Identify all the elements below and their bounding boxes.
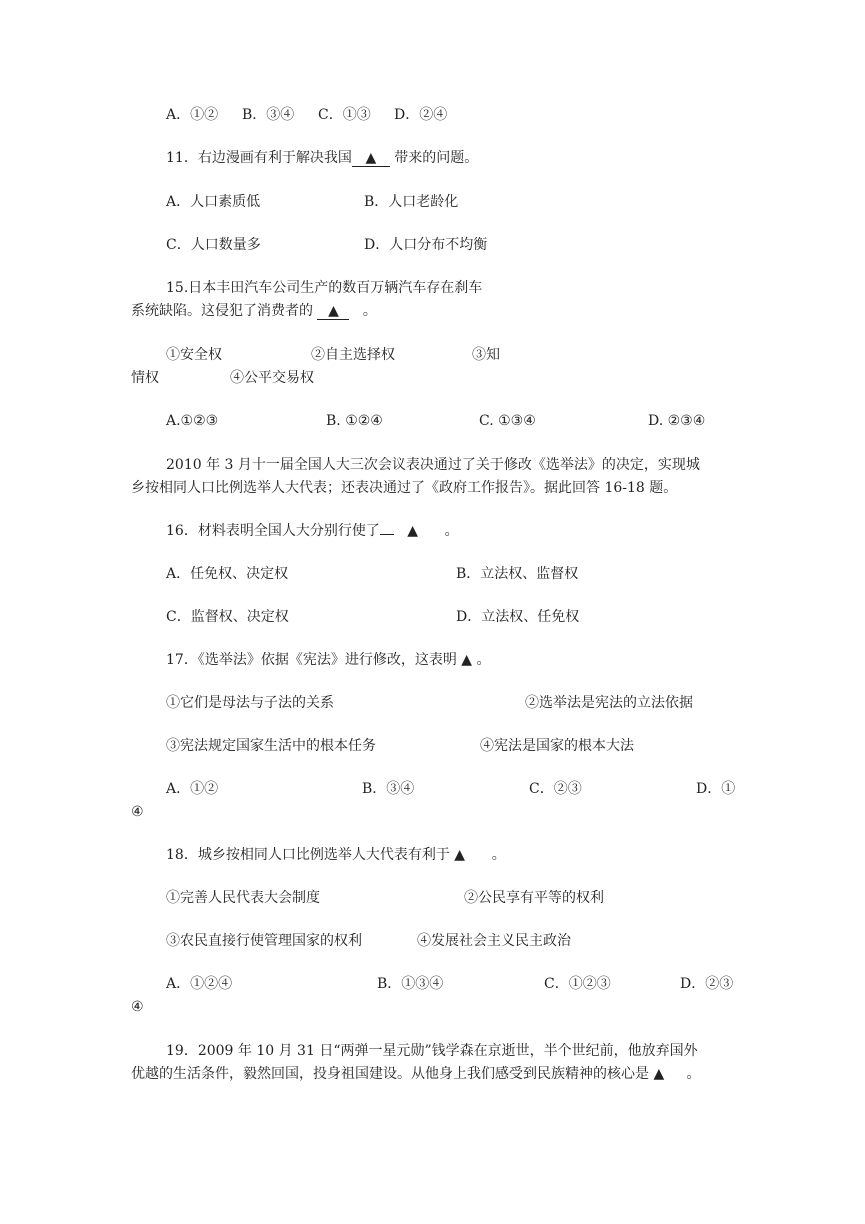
q19-answer-blank: ▲	[653, 1066, 665, 1082]
q11-option-c: C．人口数量多	[166, 237, 261, 253]
q19-prefix: 优越的生活条件，毅然回国，投身祖国建设。从他身上我们感受到民族精神的核心是	[131, 1066, 649, 1082]
q18-option-d: D．②③	[680, 976, 734, 992]
q15-option-b: B. ①②④	[326, 413, 383, 429]
q18-option-c: C．①②③	[544, 976, 611, 992]
q11-suffix: 带来的问题。	[394, 150, 479, 166]
q18-item-2: ②公民享有平等的权利	[464, 890, 604, 906]
q16-prefix: 16．材料表明全国人大分别行使了	[166, 523, 380, 539]
q18-suffix: 。	[491, 847, 506, 863]
q15-option-c: C. ①③④	[479, 413, 536, 429]
q18-item-4: ④发展社会主义民主政治	[417, 933, 571, 949]
q18-stem	[166, 845, 506, 865]
q15-item-4: ④公平交易权	[230, 370, 314, 386]
q17-option-b: B．③④	[362, 781, 415, 797]
q18-answer-blank: ▲	[454, 847, 466, 863]
q17-stem	[166, 650, 491, 670]
q16-option-b: B．立法权、监督权	[456, 566, 579, 582]
q11-prefix: 11．右边漫画有利于解决我国	[166, 150, 352, 166]
q10-option-c: C．①③	[318, 107, 371, 123]
q18-option-a: A．①②④	[166, 976, 233, 992]
q16-suffix: 。	[444, 523, 459, 539]
q16-blank-underline	[380, 534, 394, 535]
q17-option-d: D．①	[696, 781, 736, 797]
q19-suffix: 。	[686, 1066, 701, 1082]
q17-option-d-wrap: ④	[131, 804, 144, 820]
q19-stem-line2	[131, 1064, 701, 1084]
q15-stem-line1: 15.日本丰田汽车公司生产的数百万辆汽车存在刹车	[166, 280, 483, 296]
q15-suffix: 。	[362, 303, 377, 319]
q17-item-1: ①它们是母法与子法的关系	[166, 695, 334, 711]
q11-option-b: B．人口老龄化	[364, 194, 459, 210]
q16-stem	[166, 521, 459, 541]
q11-option-a: A．人口素质低	[166, 194, 261, 210]
q18-item-3: ③农民直接行使管理国家的权利	[166, 933, 362, 949]
q15-answer-blank: ▲	[317, 303, 349, 320]
q17-item-2: ②选举法是宪法的立法依据	[525, 695, 693, 711]
q17-item-3: ③宪法规定国家生活中的根本任务	[166, 738, 376, 754]
q18-prefix: 18．城乡按相同人口比例选举人大代表有利于	[166, 847, 450, 863]
q17-option-a: A．①②	[166, 781, 219, 797]
q17-answer-blank: ▲	[461, 652, 473, 668]
material-line2: 乡按相同人口比例选举人大代表；还表决通过了《政府工作报告》。据此回答 16-18 题。	[131, 480, 678, 496]
q17-option-c: C．②③	[529, 781, 582, 797]
q16-option-a: A．任免权、决定权	[166, 566, 289, 582]
q18-item-1: ①完善人民代表大会制度	[166, 890, 320, 906]
q15-option-d: D. ②③④	[648, 413, 706, 429]
q19-stem-line1: 19．2009 年 10 月 31 日“两弹一星元勋”钱学森在京逝世，半个世纪前，他放弃国外	[166, 1043, 698, 1059]
q17-suffix: 。	[476, 652, 491, 668]
material-line1: 2010 年 3 月十一届全国人大三次会议表决通过了关于修改《选举法》的决定，实现城	[166, 457, 700, 473]
q15-item-1: ①安全权	[166, 347, 222, 363]
q16-option-d: D．立法权、任免权	[456, 609, 580, 625]
q15-item-2: ②自主选择权	[311, 347, 395, 363]
q18-option-d-wrap: ④	[131, 999, 144, 1015]
q15-option-a: A.①②③	[166, 413, 219, 429]
q18-option-b: B．①③④	[377, 976, 444, 992]
q10-option-a: A．①②	[166, 107, 219, 123]
q11-answer-blank: ▲	[352, 150, 390, 167]
q11-option-d: D．人口分布不均衡	[364, 237, 488, 253]
q15-prefix: 系统缺陷。这侵犯了消费者的	[131, 303, 313, 319]
q10-option-d: D．②④	[394, 107, 448, 123]
q17-prefix: 17．《选举法》依据《宪法》进行修改，这表明	[166, 652, 457, 668]
q15-item-3: ③知	[472, 347, 500, 363]
q15-stem-line2	[131, 301, 377, 321]
q17-item-4: ④宪法是国家的根本大法	[480, 738, 634, 754]
q16-answer-blank: ▲	[407, 523, 418, 539]
q15-item-3-wrap: 情权	[131, 370, 159, 386]
q16-option-c: C．监督权、决定权	[166, 609, 289, 625]
q11-stem	[166, 148, 478, 168]
q10-option-b: B．③④	[242, 107, 295, 123]
